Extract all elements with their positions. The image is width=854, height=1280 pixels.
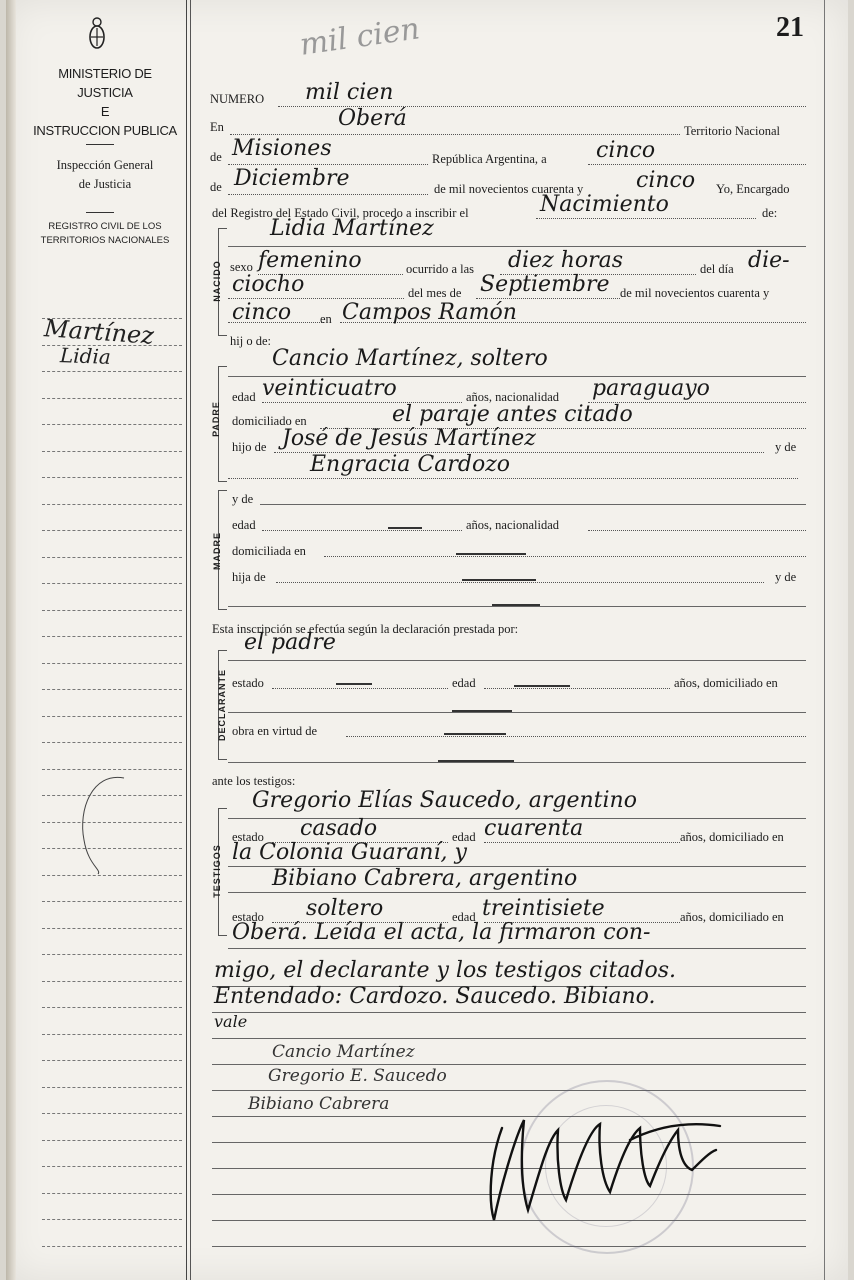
field-mes: Diciembre	[234, 166, 350, 191]
margin-line	[42, 742, 182, 743]
label-estado: estado	[232, 676, 264, 690]
field-dia: cinco	[596, 138, 656, 163]
label-edad-declarante: edad	[452, 676, 476, 690]
line	[276, 582, 764, 583]
line	[212, 1090, 806, 1091]
label-de: de	[210, 150, 222, 164]
field-acto: Nacimiento	[540, 192, 669, 217]
margin-line	[42, 371, 182, 372]
label-en2: en	[320, 312, 332, 326]
field-anio-nac: cinco	[232, 300, 292, 325]
margin-line	[42, 504, 182, 505]
field-abuela: Engracia Cardozo	[310, 452, 511, 477]
line	[228, 948, 806, 949]
margin-line	[42, 1113, 182, 1114]
label-registro: del Registro del Estado Civil, procedo a inscribir el	[212, 206, 469, 220]
margin-line	[42, 583, 182, 584]
margin-line	[42, 1219, 182, 1220]
column-divider	[190, 0, 191, 1280]
field-declarante: el padre	[244, 630, 336, 655]
blank-dash	[388, 527, 422, 529]
line	[476, 298, 620, 299]
margin-surname: Martínez	[43, 314, 155, 350]
field-testigo-1: Gregorio Elías Saucedo, argentino	[252, 788, 637, 813]
label-testigos: ante los testigos:	[212, 774, 296, 788]
line	[212, 1012, 806, 1013]
field-lugar: Oberá	[338, 106, 407, 131]
line	[228, 660, 806, 661]
line	[272, 688, 448, 689]
margin-line	[42, 424, 182, 425]
signature-declarante: Cancio Martínez	[272, 1042, 415, 1062]
label-declaracion: Esta inscripción se efectúa según la declaración prestada por:	[212, 622, 519, 636]
label-domiciliado: domiciliado en	[232, 414, 307, 428]
registry-line-2: TERRITORIOS NACIONALES	[40, 235, 170, 246]
label-obra: obra en virtud de	[232, 724, 318, 738]
field-edad-2: treintisiete	[482, 896, 605, 921]
label-y-de: y de	[775, 440, 797, 454]
label-territorio: Territorio Nacional	[684, 124, 780, 138]
national-emblem-icon	[88, 16, 106, 52]
label-edad-t1: edad	[452, 830, 476, 844]
field-cierre-3: Entendado: Cardozo. Saucedo. Bibiano.	[214, 984, 656, 1009]
inspection-line-1: Inspección General	[56, 158, 154, 172]
field-estado-2: soltero	[306, 896, 384, 921]
field-numero: mil cien	[305, 80, 394, 105]
field-lugar-nac: Campos Ramón	[342, 300, 517, 325]
label-anos-dom: años, domiciliado en	[674, 676, 778, 690]
margin-given-name: Lidia	[59, 343, 112, 369]
label-ocurrido: ocurrido a las	[406, 262, 475, 276]
label-del-dia: del día	[700, 262, 734, 276]
ministry-line-3: INSTRUCCION PUBLICA	[33, 123, 177, 138]
label-republica: República Argentina, a	[432, 152, 547, 166]
right-border	[824, 0, 825, 1280]
margin-pen-mark	[72, 770, 132, 880]
line	[228, 164, 428, 165]
margin-line	[42, 663, 182, 664]
margin-line	[42, 928, 182, 929]
field-dia-nac-1: die-	[748, 248, 790, 273]
field-dom-padre: el paraje antes citado	[392, 402, 633, 427]
inspection-line-2: de Justicia	[78, 177, 132, 191]
label-estado-t2: estado	[232, 910, 264, 924]
label-y-de-madre: y de	[775, 570, 797, 584]
field-edad-padre: veinticuatro	[262, 376, 397, 401]
signature-testigo-1: Gregorio E. Saucedo	[268, 1066, 447, 1086]
label-de-mil-rest: de mil novecientos cuarenta y	[620, 286, 770, 300]
label-hija-de: hija de	[232, 570, 266, 584]
line	[228, 712, 806, 713]
inspection-heading	[30, 156, 180, 194]
label-anos-nac-madre: años, nacionalidad	[466, 518, 560, 532]
line	[228, 194, 428, 195]
margin-line	[42, 689, 182, 690]
label-de-mil: de mil novecientos cuarenta y	[434, 182, 584, 196]
margin-line	[42, 901, 182, 902]
margin-line	[42, 477, 182, 478]
field-cierre-2: migo, el declarante y los testigos citados.	[214, 958, 677, 983]
label-yo: Yo, Encargado	[716, 182, 790, 196]
margin-line	[42, 1166, 182, 1167]
field-anio: cinco	[636, 168, 696, 193]
header-scribble: mil cien	[297, 11, 422, 63]
label-anos-dom-t2: años, domiciliado en	[680, 910, 784, 924]
line	[228, 606, 806, 607]
field-dom-1: la Colonia Guaraní, y	[232, 840, 467, 865]
label-sexo: sexo	[230, 260, 253, 274]
field-padre: Cancio Martínez, soltero	[272, 346, 548, 371]
field-mes-nac: Septiembre	[480, 272, 610, 297]
label-numero: NUMERO	[210, 92, 265, 106]
registry-heading	[30, 220, 180, 248]
margin-line	[42, 636, 182, 637]
field-territorio: Misiones	[232, 136, 332, 161]
label-estado-t1: estado	[232, 830, 264, 844]
margin-line	[42, 1246, 182, 1247]
margin-line	[42, 1087, 182, 1088]
label-anos-nac: años, nacionalidad	[466, 390, 560, 404]
blank-dash	[444, 733, 506, 735]
field-cierre-1: Oberá. Leída el acta, la firmaron con-	[232, 920, 651, 945]
margin-line	[42, 398, 182, 399]
field-testigo-2: Bibiano Cabrera, argentino	[272, 866, 578, 891]
field-estado-1: casado	[300, 816, 378, 841]
line	[212, 1064, 806, 1065]
section-tag-testigos: TESTIGOS	[211, 844, 222, 898]
field-abuelo: José de Jesús Martínez	[282, 426, 536, 451]
line	[228, 478, 798, 479]
ministry-heading	[30, 64, 180, 140]
blank-dash	[462, 579, 536, 581]
line	[536, 218, 756, 219]
label-edad: edad	[232, 390, 256, 404]
margin-line	[42, 981, 182, 982]
line	[484, 842, 680, 843]
margin-line	[42, 451, 182, 452]
section-tag-madre: MADRE	[212, 532, 222, 570]
blank-dash	[456, 553, 526, 555]
line	[230, 134, 680, 135]
line	[588, 530, 806, 531]
label-hijo-de: hijo de	[232, 440, 267, 454]
label-edad-madre: edad	[232, 518, 256, 532]
line	[260, 504, 806, 505]
signature-testigo-2: Bibiano Cabrera	[248, 1094, 390, 1114]
margin-line	[42, 1060, 182, 1061]
field-nac-padre: paraguayo	[592, 376, 710, 401]
label-en: En	[210, 120, 224, 134]
section-tag-nacido: NACIDO	[211, 260, 222, 302]
line	[212, 1038, 806, 1039]
line	[346, 736, 806, 737]
blank-dash	[492, 604, 540, 606]
blank-dash	[514, 685, 570, 687]
line	[588, 164, 806, 165]
line	[228, 762, 806, 763]
registry-line-1: REGISTRO CIVIL DE LOS	[48, 221, 162, 232]
field-edad-1: cuarenta	[484, 816, 584, 841]
ministry-line-1: MINISTERIO DE JUSTICIA	[58, 66, 152, 100]
margin-divider	[86, 212, 114, 213]
label-del-mes: del mes de	[408, 286, 462, 300]
blank-dash	[452, 710, 512, 712]
line	[228, 298, 404, 299]
field-nombre: Lidia Martínez	[270, 216, 434, 241]
line	[484, 688, 670, 689]
margin-line	[42, 557, 182, 558]
margin-line	[42, 1034, 182, 1035]
line	[262, 530, 462, 531]
line	[228, 892, 806, 893]
line	[228, 246, 806, 247]
page-number: 21	[776, 12, 804, 43]
section-tag-declarante: DECLARANTE	[217, 669, 227, 741]
field-dia-nac-2: ciocho	[232, 272, 305, 297]
blank-dash	[336, 683, 372, 685]
label-de: de	[210, 180, 222, 194]
label-anos-dom-t1: años, domiciliado en	[680, 830, 784, 844]
label-hijo-de-top: hij o de:	[230, 334, 271, 348]
margin-line	[42, 530, 182, 531]
field-hora: diez horas	[508, 248, 624, 273]
line	[212, 1246, 806, 1247]
ministry-line-2: E	[100, 104, 110, 119]
margin-line	[42, 716, 182, 717]
label-domiciliada: domiciliada en	[232, 544, 306, 558]
margin-divider	[86, 144, 114, 145]
label-y-de-left: y de	[232, 492, 254, 506]
field-cierre-4: vale	[214, 1012, 248, 1031]
margin-line	[42, 1140, 182, 1141]
section-tag-padre: PADRE	[210, 401, 221, 437]
registrar-signature	[480, 1100, 750, 1230]
field-sexo: femenino	[258, 248, 362, 273]
margin-line	[42, 1007, 182, 1008]
line	[324, 556, 806, 557]
margin-line	[42, 610, 182, 611]
label-edad-t2: edad	[452, 910, 476, 924]
margin-line	[42, 1193, 182, 1194]
label-de-colon: de:	[762, 206, 778, 220]
margin-line	[42, 954, 182, 955]
blank-dash	[438, 760, 514, 762]
